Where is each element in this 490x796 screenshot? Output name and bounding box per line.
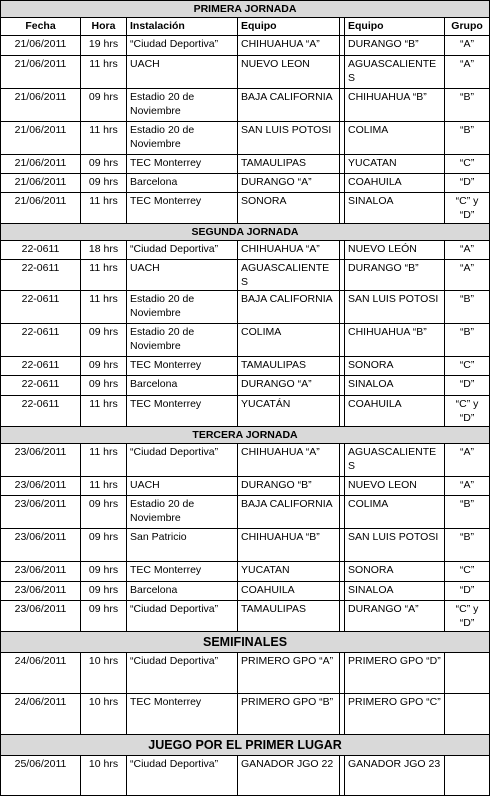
cell-instalacion: Estadio 20 de Noviembre (127, 324, 238, 357)
cell-hora: 11 hrs (81, 56, 127, 89)
cell-equipo1: SONORA (238, 193, 340, 224)
cell-fecha: 22-0611 (1, 241, 81, 260)
cell-hora: 09 hrs (81, 562, 127, 582)
section-title-row (1, 735, 490, 756)
cell-equipo2: SAN LUIS POTOSI (345, 291, 445, 324)
section-title-row (1, 632, 490, 653)
column-header-equipo1: Equipo (238, 18, 340, 36)
cell-equipo1: COAHUILA (238, 582, 340, 601)
cell-hora: 09 hrs (81, 496, 127, 529)
cell-hora: 10 hrs (81, 694, 127, 735)
cell-fecha: 21/06/2011 (1, 193, 81, 224)
cell-fecha: 23/06/2011 (1, 601, 81, 632)
table-row (1, 582, 490, 601)
cell-equipo1: PRIMERO GPO “A” (238, 653, 340, 694)
table-row (1, 155, 490, 174)
cell-instalacion: Barcelona (127, 582, 238, 601)
cell-equipo2: COLIMA (345, 496, 445, 529)
cell-hora: 11 hrs (81, 444, 127, 477)
cell-equipo1: DURANGO “A” (238, 376, 340, 396)
cell-grupo: “A” (445, 36, 490, 56)
cell-hora: 11 hrs (81, 122, 127, 155)
cell-instalacion: “Ciudad Deportiva” (127, 756, 238, 796)
cell-equipo2: CHIHUAHUA “B” (345, 324, 445, 357)
column-header-row (1, 18, 490, 36)
cell-hora: 09 hrs (81, 174, 127, 193)
cell-equipo2: CHIHUAHUA “B” (345, 89, 445, 122)
cell-grupo: “B” (445, 89, 490, 122)
cell-grupo (445, 653, 490, 694)
cell-equipo2: SONORA (345, 357, 445, 376)
cell-equipo2: DURANGO “B” (345, 260, 445, 291)
table-row (1, 56, 490, 89)
cell-grupo: “C” y “D” (445, 396, 490, 427)
cell-equipo2: DURANGO “A” (345, 601, 445, 632)
cell-grupo: “A” (445, 241, 490, 260)
table-row (1, 444, 490, 477)
cell-grupo: “B” (445, 291, 490, 324)
cell-hora: 11 hrs (81, 193, 127, 224)
cell-instalacion: Barcelona (127, 174, 238, 193)
section-title-row (1, 224, 490, 241)
section-title: SEMIFINALES (1, 632, 490, 653)
cell-hora: 11 hrs (81, 396, 127, 427)
table-row (1, 756, 490, 796)
cell-fecha: 22-0611 (1, 396, 81, 427)
cell-fecha: 21/06/2011 (1, 155, 81, 174)
cell-fecha: 23/06/2011 (1, 582, 81, 601)
cell-instalacion: UACH (127, 56, 238, 89)
table-row (1, 477, 490, 496)
cell-grupo: “B” (445, 324, 490, 357)
cell-instalacion: San Patricio (127, 529, 238, 562)
cell-fecha: 22-0611 (1, 357, 81, 376)
cell-equipo1: SAN LUIS POTOSI (238, 122, 340, 155)
cell-fecha: 22-0611 (1, 324, 81, 357)
cell-equipo2: AGUASCALIENTES (345, 444, 445, 477)
cell-fecha: 22-0611 (1, 291, 81, 324)
section-title: TERCERA JORNADA (1, 427, 490, 444)
section-title: JUEGO POR EL PRIMER LUGAR (1, 735, 490, 756)
cell-equipo1: TAMAULIPAS (238, 601, 340, 632)
cell-grupo: “A” (445, 477, 490, 496)
cell-instalacion: UACH (127, 477, 238, 496)
cell-instalacion: Estadio 20 de Noviembre (127, 496, 238, 529)
cell-equipo1: DURANGO “B” (238, 477, 340, 496)
cell-hora: 09 hrs (81, 89, 127, 122)
table-row (1, 241, 490, 260)
cell-equipo2: GANADOR JGO 23 (345, 756, 445, 796)
cell-equipo2: COLIMA (345, 122, 445, 155)
cell-fecha: 23/06/2011 (1, 529, 81, 562)
table-row (1, 694, 490, 735)
column-header-fecha: Fecha (1, 18, 81, 36)
cell-equipo1: DURANGO “A” (238, 174, 340, 193)
cell-hora: 11 hrs (81, 477, 127, 496)
cell-hora: 09 hrs (81, 376, 127, 396)
column-header-instalacion: Instalación (127, 18, 238, 36)
cell-grupo: “B” (445, 529, 490, 562)
table-row (1, 193, 490, 224)
cell-equipo2: SAN LUIS POTOSI (345, 529, 445, 562)
cell-fecha: 21/06/2011 (1, 89, 81, 122)
table-row (1, 653, 490, 694)
cell-equipo1: NUEVO LEON (238, 56, 340, 89)
table-row (1, 260, 490, 291)
cell-equipo1: CHIHUAHUA “A” (238, 444, 340, 477)
cell-instalacion: TEC Monterrey (127, 155, 238, 174)
cell-equipo1: CHIHUAHUA “A” (238, 36, 340, 56)
cell-hora: 19 hrs (81, 36, 127, 56)
cell-hora: 10 hrs (81, 653, 127, 694)
cell-hora: 11 hrs (81, 291, 127, 324)
cell-grupo (445, 756, 490, 796)
cell-grupo: “A” (445, 56, 490, 89)
cell-instalacion: “Ciudad Deportiva” (127, 601, 238, 632)
cell-hora: 09 hrs (81, 155, 127, 174)
cell-instalacion: “Ciudad Deportiva” (127, 241, 238, 260)
cell-equipo1: YUCATAN (238, 562, 340, 582)
cell-equipo1: COLIMA (238, 324, 340, 357)
column-header-equipo2: Equipo (345, 18, 445, 36)
cell-fecha: 25/06/2011 (1, 756, 81, 796)
cell-equipo2: PRIMERO GPO “D” (345, 653, 445, 694)
cell-grupo: “D” (445, 174, 490, 193)
cell-equipo1: BAJA CALIFORNIA (238, 89, 340, 122)
cell-equipo1: TAMAULIPAS (238, 155, 340, 174)
cell-instalacion: UACH (127, 260, 238, 291)
cell-hora: 09 hrs (81, 601, 127, 632)
cell-hora: 09 hrs (81, 324, 127, 357)
cell-grupo (445, 694, 490, 735)
cell-grupo: “C” (445, 357, 490, 376)
table-row (1, 396, 490, 427)
cell-grupo: “C” (445, 155, 490, 174)
cell-instalacion: Estadio 20 de Noviembre (127, 291, 238, 324)
cell-instalacion: Estadio 20 de Noviembre (127, 89, 238, 122)
cell-equipo2: AGUASCALIENTES (345, 56, 445, 89)
cell-equipo2: SINALOA (345, 582, 445, 601)
cell-grupo: “D” (445, 376, 490, 396)
cell-grupo: “A” (445, 260, 490, 291)
cell-instalacion: TEC Monterrey (127, 562, 238, 582)
cell-equipo1: BAJA CALIFORNIA (238, 291, 340, 324)
cell-fecha: 23/06/2011 (1, 444, 81, 477)
cell-equipo2: SINALOA (345, 193, 445, 224)
cell-fecha: 21/06/2011 (1, 122, 81, 155)
table-row (1, 562, 490, 582)
section-title: PRIMERA JORNADA (1, 1, 490, 18)
cell-equipo1: CHIHUAHUA “B” (238, 529, 340, 562)
cell-fecha: 23/06/2011 (1, 477, 81, 496)
cell-equipo2: NUEVO LEÓN (345, 241, 445, 260)
cell-hora: 11 hrs (81, 260, 127, 291)
cell-hora: 10 hrs (81, 756, 127, 796)
cell-fecha: 23/06/2011 (1, 496, 81, 529)
cell-instalacion: TEC Monterrey (127, 193, 238, 224)
cell-equipo1: BAJA CALIFORNIA (238, 496, 340, 529)
cell-grupo: “B” (445, 122, 490, 155)
cell-instalacion: “Ciudad Deportiva” (127, 653, 238, 694)
cell-fecha: 21/06/2011 (1, 56, 81, 89)
cell-hora: 18 hrs (81, 241, 127, 260)
cell-grupo: “C” y “D” (445, 601, 490, 632)
cell-instalacion: “Ciudad Deportiva” (127, 444, 238, 477)
cell-equipo2: YUCATAN (345, 155, 445, 174)
cell-fecha: 22-0611 (1, 260, 81, 291)
cell-equipo1: PRIMERO GPO “B” (238, 694, 340, 735)
cell-equipo1: CHIHUAHUA “A” (238, 241, 340, 260)
cell-instalacion: TEC Monterrey (127, 694, 238, 735)
cell-equipo2: PRIMERO GPO “C” (345, 694, 445, 735)
cell-grupo: “C” (445, 562, 490, 582)
cell-equipo2: SONORA (345, 562, 445, 582)
cell-equipo1: AGUASCALIENTES (238, 260, 340, 291)
cell-instalacion: Estadio 20 de Noviembre (127, 122, 238, 155)
cell-equipo1: TAMAULIPAS (238, 357, 340, 376)
table-row (1, 376, 490, 396)
cell-grupo: “B” (445, 496, 490, 529)
cell-instalacion: “Ciudad Deportiva” (127, 36, 238, 56)
cell-fecha: 22-0611 (1, 376, 81, 396)
cell-hora: 09 hrs (81, 582, 127, 601)
cell-equipo1: YUCATÁN (238, 396, 340, 427)
table-row (1, 89, 490, 122)
table-row (1, 36, 490, 56)
table-row (1, 291, 490, 324)
schedule-body (1, 1, 490, 796)
cell-equipo1: GANADOR JGO 22 (238, 756, 340, 796)
cell-fecha: 21/06/2011 (1, 36, 81, 56)
cell-equipo2: COAHUILA (345, 174, 445, 193)
cell-equipo2: NUEVO LEON (345, 477, 445, 496)
table-row (1, 601, 490, 632)
table-row (1, 324, 490, 357)
section-title-row (1, 427, 490, 444)
cell-grupo: “C” y “D” (445, 193, 490, 224)
cell-equipo2: SINALOA (345, 376, 445, 396)
cell-instalacion: TEC Monterrey (127, 357, 238, 376)
cell-fecha: 24/06/2011 (1, 694, 81, 735)
section-title-row (1, 1, 490, 18)
cell-grupo: “A” (445, 444, 490, 477)
cell-equipo2: DURANGO “B” (345, 36, 445, 56)
table-row (1, 496, 490, 529)
cell-grupo: “D” (445, 582, 490, 601)
column-header-hora: Hora (81, 18, 127, 36)
cell-fecha: 23/06/2011 (1, 562, 81, 582)
table-row (1, 122, 490, 155)
cell-instalacion: Barcelona (127, 376, 238, 396)
section-title: SEGUNDA JORNADA (1, 224, 490, 241)
column-header-grupo: Grupo (445, 18, 490, 36)
cell-instalacion: TEC Monterrey (127, 396, 238, 427)
table-row (1, 174, 490, 193)
table-row (1, 529, 490, 562)
cell-fecha: 24/06/2011 (1, 653, 81, 694)
cell-equipo2: COAHUILA (345, 396, 445, 427)
cell-hora: 09 hrs (81, 529, 127, 562)
table-row (1, 357, 490, 376)
cell-fecha: 21/06/2011 (1, 174, 81, 193)
cell-hora: 09 hrs (81, 357, 127, 376)
